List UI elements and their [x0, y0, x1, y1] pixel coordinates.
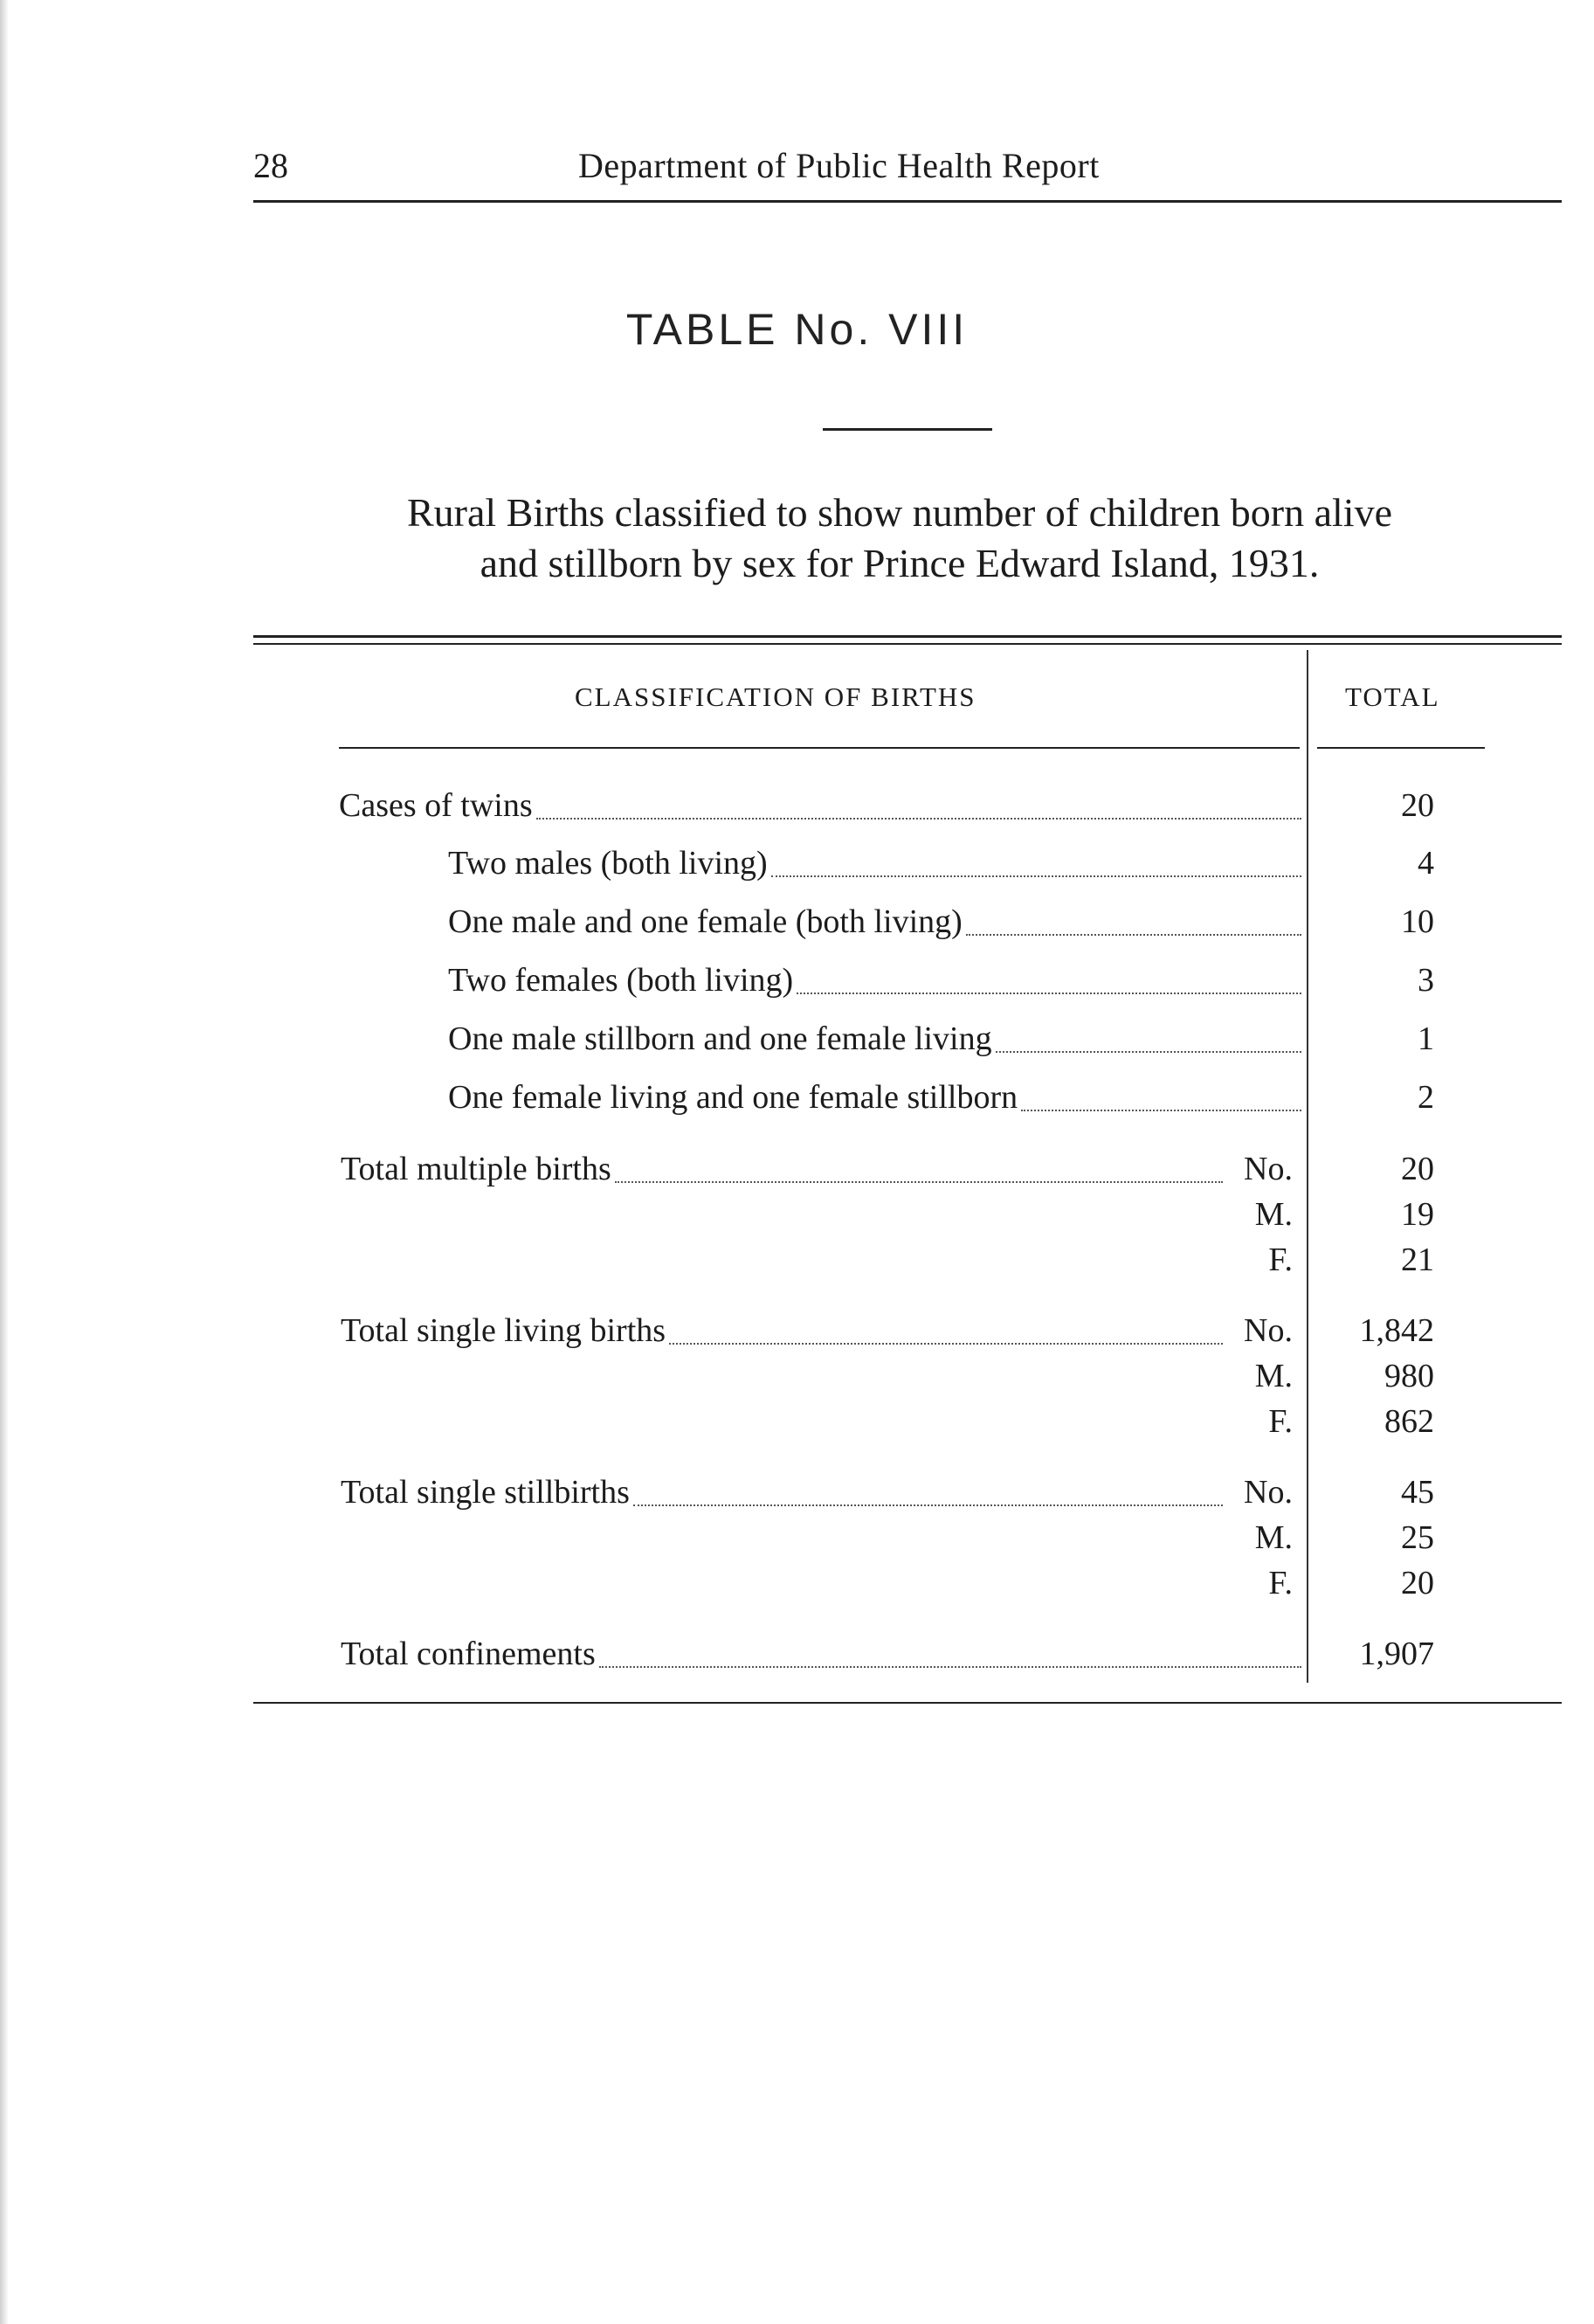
leader-dots: [615, 1138, 1223, 1183]
row-sublabel: No.: [1244, 1312, 1293, 1349]
caption-line-1: Rural Births classified to show number of children born alive: [406, 490, 1393, 535]
table-row: [0, 1193, 1594, 1236]
row-label: Total single stillbirths: [341, 1474, 630, 1511]
row-label: Cases of twins: [339, 787, 533, 824]
running-title: Department of Public Health Report: [578, 146, 1100, 185]
row-total: 1,842: [1359, 1312, 1434, 1349]
row-sublabel: No.: [1244, 1474, 1293, 1511]
row-sublabel: M.: [1254, 1519, 1293, 1556]
table-row: [0, 784, 1594, 827]
header-rule: [253, 200, 1562, 203]
table-row: [0, 1354, 1594, 1398]
row-total: 45: [1401, 1474, 1434, 1511]
table-top-rule-2: [253, 643, 1562, 645]
row-total: 1: [1418, 1020, 1434, 1057]
row-total: 2: [1418, 1079, 1434, 1116]
header-divider-right: [1317, 747, 1485, 749]
table-row: [0, 1470, 1594, 1514]
row-label: Total multiple births: [341, 1151, 611, 1187]
page-number: 28: [253, 146, 288, 185]
row-label: One male stillborn and one female living: [448, 1020, 992, 1057]
leader-dots: [966, 890, 1301, 936]
row-label: One female living and one female stillborn: [448, 1079, 1018, 1116]
leader-dots: [669, 1299, 1223, 1345]
leader-dots: [1021, 1066, 1301, 1111]
table-row: [0, 1516, 1594, 1560]
row-total: 862: [1384, 1403, 1434, 1440]
table-row: [0, 958, 1594, 1002]
table-top-rule-1: [253, 635, 1562, 638]
leader-dots: [633, 1461, 1223, 1506]
table-row: [0, 1076, 1594, 1119]
row-sublabel: F.: [1268, 1242, 1293, 1278]
row-total: 20: [1401, 787, 1434, 824]
leader-dots: [599, 1622, 1301, 1668]
table-bottom-rule: [253, 1702, 1562, 1704]
row-total: 20: [1401, 1565, 1434, 1601]
row-total: 4: [1418, 845, 1434, 882]
row-label: Two males (both living): [448, 845, 768, 882]
row-label: Two females (both living): [448, 962, 794, 999]
table-caption: [262, 488, 1537, 589]
table-row: [0, 841, 1594, 885]
caption-line-2: and stillborn by sex for Prince Edward Island, 1931.: [480, 541, 1320, 585]
table-row: [0, 1309, 1594, 1352]
row-total: 25: [1401, 1519, 1434, 1556]
table-row: [0, 1238, 1594, 1282]
leader-dots: [996, 1007, 1301, 1053]
leader-dots: [797, 949, 1301, 994]
table-title: TABLE No. VIII: [625, 305, 969, 354]
table-row: [0, 1561, 1594, 1605]
row-sublabel: No.: [1244, 1151, 1293, 1187]
title-underline: [823, 428, 992, 431]
row-label: One male and one female (both living): [448, 903, 963, 940]
column-header-total: TOTAL: [1345, 681, 1440, 712]
row-total: 21: [1401, 1242, 1434, 1278]
header-divider-left: [339, 747, 1300, 749]
row-label: Total confinements: [341, 1636, 596, 1672]
row-label: Total single living births: [341, 1312, 666, 1349]
column-header-classification: CLASSIFICATION OF BIRTHS: [575, 681, 976, 712]
row-sublabel: M.: [1254, 1196, 1293, 1233]
row-total: 1,907: [1359, 1636, 1434, 1672]
row-total: 19: [1401, 1196, 1434, 1233]
row-total: 10: [1401, 903, 1434, 940]
row-total: 20: [1401, 1151, 1434, 1187]
row-sublabel: F.: [1268, 1565, 1293, 1601]
row-sublabel: M.: [1254, 1358, 1293, 1394]
row-total: 3: [1418, 962, 1434, 999]
leader-dots: [536, 774, 1301, 820]
table-row: [0, 1147, 1594, 1191]
row-total: 980: [1384, 1358, 1434, 1394]
row-sublabel: F.: [1268, 1403, 1293, 1440]
table-row: [0, 900, 1594, 944]
leader-dots: [771, 832, 1301, 877]
table-row: [0, 1632, 1594, 1676]
table-row: [0, 1017, 1594, 1061]
table-row: [0, 1400, 1594, 1443]
